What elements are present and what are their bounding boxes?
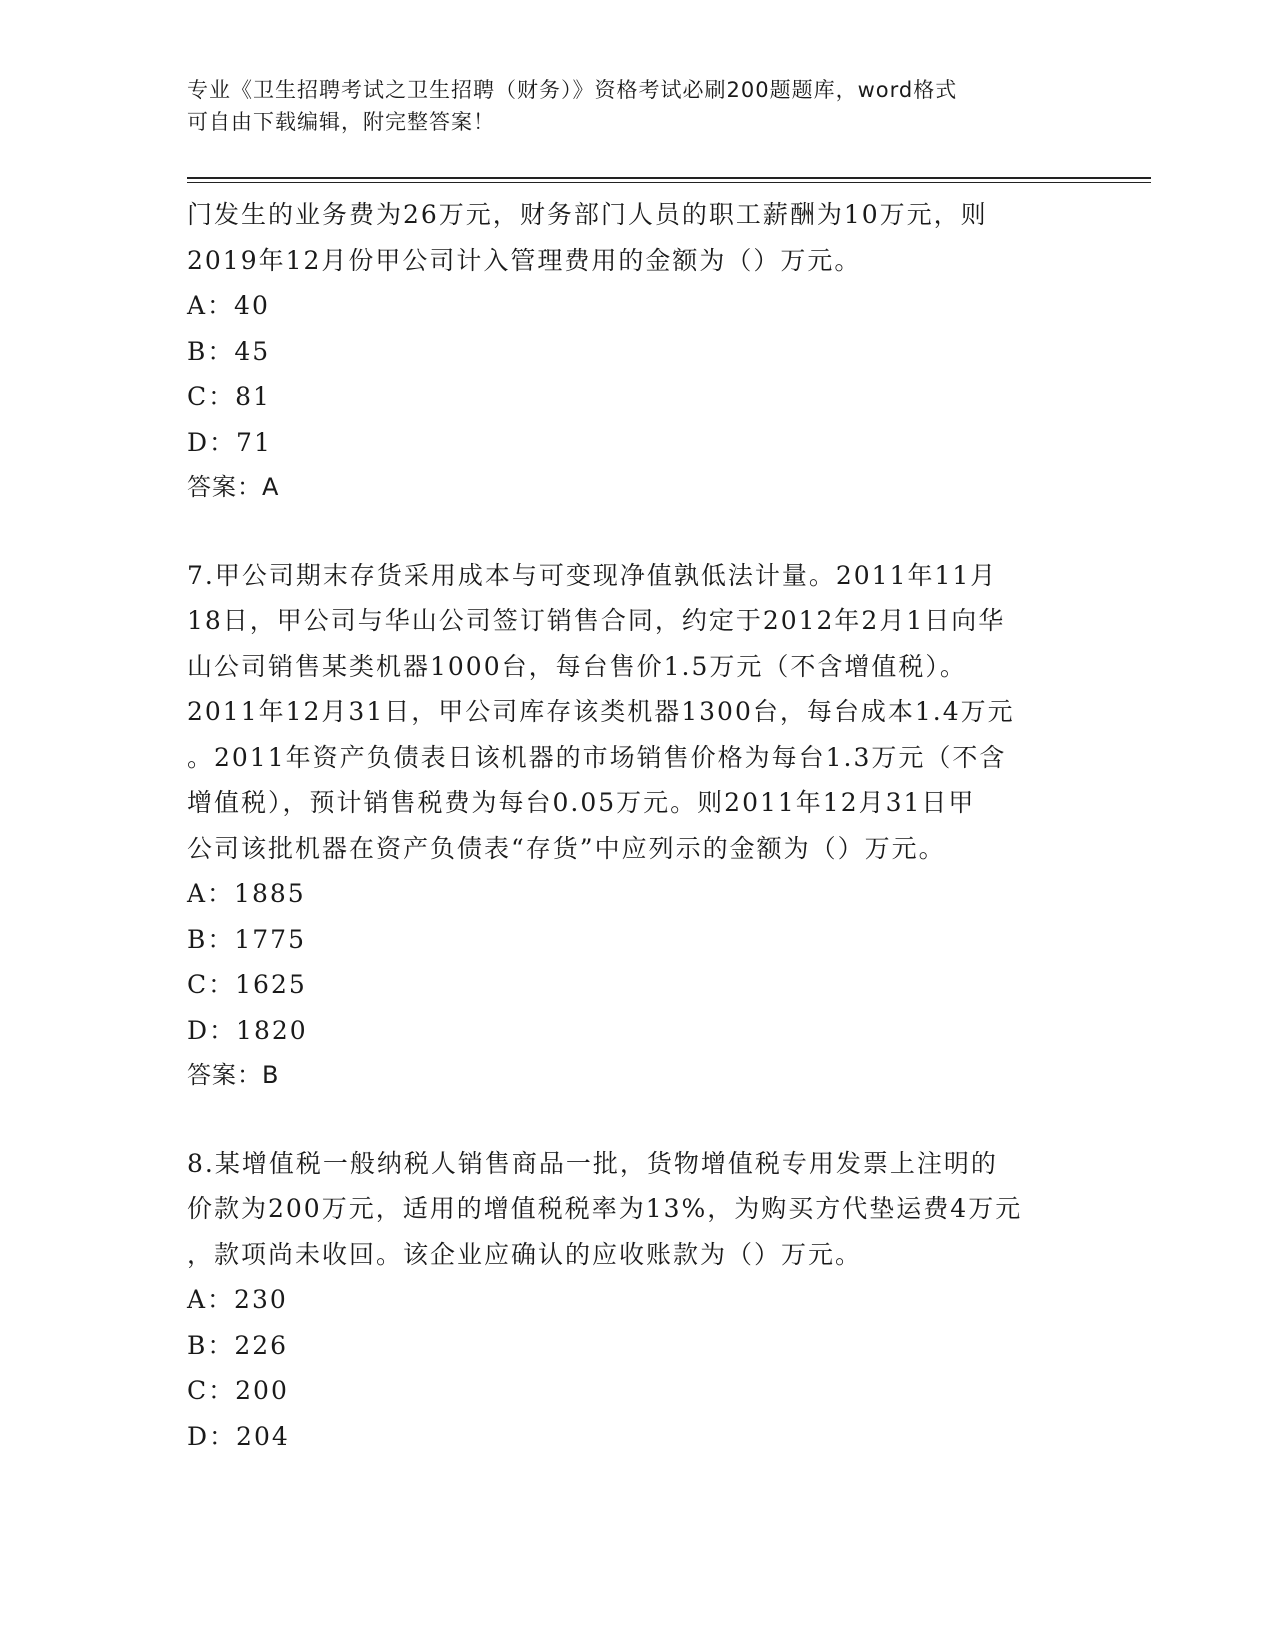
question-7 (187, 553, 1087, 1099)
question-6 (187, 192, 1087, 511)
question-stem-line: ，款项尚未收回。该企业应确认的应收账款为（）万元。 (187, 1239, 863, 1269)
option-d: D：71 (187, 427, 272, 457)
question-stem-line: 7.甲公司期末存货采用成本与可变现净值孰低法计量。2011年11月 (187, 560, 998, 590)
option-c: C：81 (187, 382, 271, 411)
header-divider-thick (187, 177, 1151, 179)
option-a: A：230 (187, 1285, 288, 1314)
question-stem-line: 8.某增值税一般纳税人销售商品一批，货物增值税专用发票上注明的 (187, 1148, 998, 1178)
document-body (187, 192, 1087, 1459)
question-stem-line: 2019年12月份甲公司计入管理费用的金额为（）万元。 (187, 245, 862, 275)
question-stem-line: 山公司销售某类机器1000台，每台售价1.5万元（不含增值税）。 (187, 651, 967, 681)
question-stem-line: 公司该批机器在资产负债表“存货”中应列示的金额为（）万元。 (187, 833, 946, 863)
question-stem-line: 门发生的业务费为26万元，财务部门人员的职工薪酬为10万元，则 (187, 200, 988, 229)
option-d: D：204 (187, 1421, 290, 1451)
spacer (187, 1099, 1087, 1141)
option-c: C：1625 (187, 970, 307, 999)
header-line: 专业《卫生招聘考试之卫生招聘（财务）》资格考试必刷200题题库，word格式 (187, 78, 958, 102)
option-b: B：1775 (187, 924, 306, 954)
option-b: B：226 (187, 1330, 289, 1360)
option-c: C：200 (187, 1376, 289, 1405)
question-stem-line: 。2011年资产负债表日该机器的市场销售价格为每台1.3万元（不含 (187, 742, 1007, 772)
spacer (187, 511, 1087, 553)
question-8 (187, 1141, 1087, 1460)
header-line: 可自由下载编辑，附完整答案！ (187, 110, 495, 134)
option-a: A：1885 (187, 879, 306, 908)
question-stem-line: 增值税），预计销售税费为每台0.05万元。则2011年12月31日甲 (187, 788, 976, 817)
option-a: A：40 (187, 291, 270, 320)
question-stem-line: 2011年12月31日，甲公司库存该类机器1300台，每台成本1.4万元 (187, 697, 1015, 726)
answer-line: 答案：B (187, 1061, 280, 1089)
answer-line: 答案：A (187, 473, 280, 501)
header-divider-thin (187, 182, 1151, 183)
question-stem-line: 价款为200万元，适用的增值税税率为13%，为购买方代垫运费4万元 (187, 1194, 1023, 1223)
option-b: B：45 (187, 336, 271, 366)
question-stem-line: 18日，甲公司与华山公司签订销售合同，约定于2012年2月1日向华 (187, 606, 1006, 635)
page-header (187, 74, 1087, 138)
option-d: D：1820 (187, 1015, 308, 1045)
